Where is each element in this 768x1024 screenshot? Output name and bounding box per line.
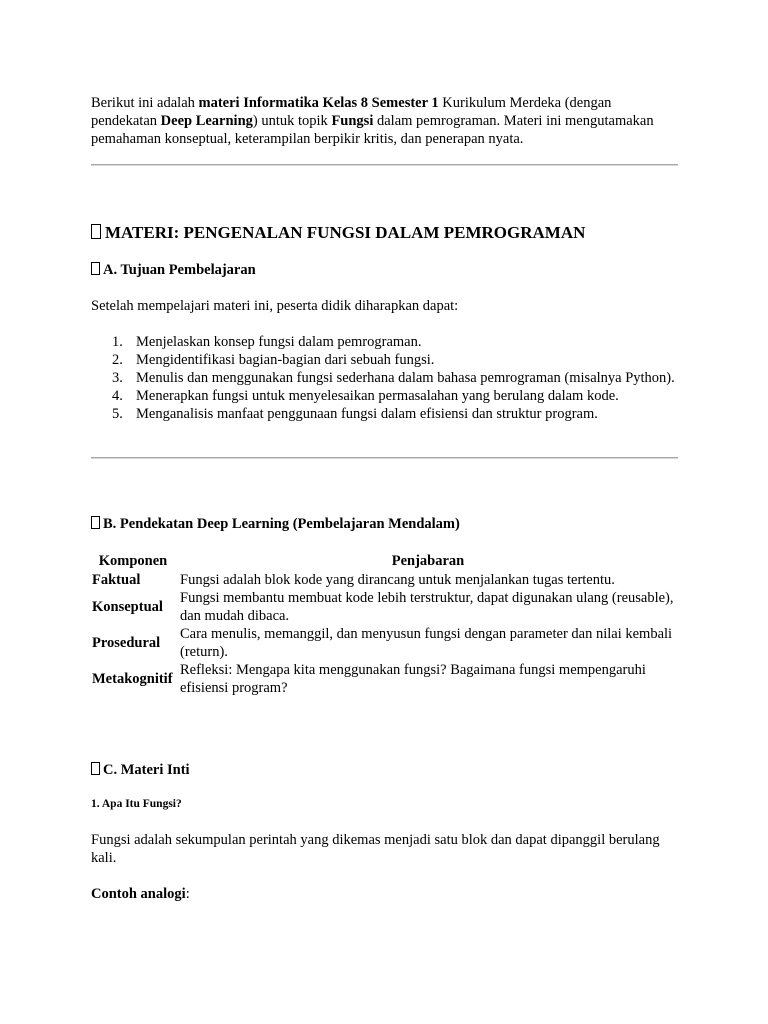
intro-bold-fungsi: Fungsi [331,113,374,129]
list-item-text: Menulis dan menggunakan fungsi sederhana dalam bahasa pemrograman (misalnya Python). [136,370,675,386]
section-b-heading-text: B. Pendekatan Deep Learning (Pembelajaran Mendalam) [103,516,460,532]
list-item-number: 3. [112,370,123,386]
section-a-heading-text: A. Tujuan Pembelajaran [103,262,256,278]
list-item-number: 1. [112,334,123,350]
main-heading [91,223,585,243]
list-item-number: 5. [112,406,123,422]
table-cell-penjabaran: Refleksi: Mengapa kita menggunakan fungsi? Bagaimana fungsi mempengaruhi efisiensi program? [180,662,646,696]
table-row [90,589,680,625]
table-row [90,661,680,697]
list-item [91,387,681,405]
intro-text: Kurikulum Merdeka (dengan pendekatan [91,95,612,129]
list-item-number: 4. [112,388,123,404]
section-c-heading-text: C. Materi Inti [103,762,190,778]
column-header-komponen: Komponen [98,553,168,569]
list-item-text: Menjelaskan konsep fungsi dalam pemrograman. [136,334,422,350]
main-heading-text: MATERI: PENGENALAN FUNGSI DALAM PEMROGRAMAN [105,223,586,242]
section-b-heading [91,515,460,533]
analogy-line [91,885,681,903]
table-cell-penjabaran: Fungsi membantu membuat kode lebih terstruktur, dapat digunakan ulang (reusable), dan mudah dibaca. [180,590,674,624]
table-cell-penjabaran: Cara menulis, memanggil, dan menyusun fungsi dengan parameter dan nilai kembali (return). [180,626,673,660]
list-item-number: 2. [112,352,123,368]
intro-text: Berikut ini adalah [91,95,199,111]
list-item [91,369,681,387]
intro-bold-deep-learning: Deep Learning [160,113,253,129]
deep-learning-table [90,551,680,697]
list-item [91,333,681,351]
analogy-label: Contoh analogi [91,886,186,902]
intro-text: ) untuk topik [252,113,332,129]
table-cell-penjabaran: Fungsi adalah blok kode yang dirancang untuk menjalankan tugas tertentu. [180,572,615,588]
list-item-text: Mengidentifikasi bagian-bagian dari sebuah fungsi. [136,352,435,368]
list-item [91,351,681,369]
table-cell-komponen: Metakognitif [92,671,173,687]
subheading-apa-itu-fungsi: 1. Apa Itu Fungsi? [91,798,182,810]
section-a-heading [91,261,256,279]
missing-emoji-icon [91,516,100,529]
analogy-colon: : [185,886,190,902]
missing-emoji-icon [91,262,100,275]
list-item-text: Menerapkan fungsi untuk menyelesaikan permasalahan yang berulang dalam kode. [136,388,619,404]
table-cell-komponen: Faktual [92,572,141,588]
intro-bold-materi: materi Informatika Kelas 8 Semester 1 [198,95,439,111]
horizontal-rule [91,457,678,459]
section-a-lead: Setelah mempelajari materi ini, peserta didik diharapkan dapat: [91,298,459,314]
table-cell-komponen: Konseptual [92,599,163,615]
intro-text: dalam pemrograman. Materi ini mengutamakan pemahaman konseptual, keterampilan berpikir kritis, dan penerapan nyata. [91,113,654,147]
section-c-heading [91,761,190,779]
fungsi-definition: Fungsi adalah sekumpulan perintah yang dikemas menjadi satu blok dan dapat dipanggil berulang kali. [91,832,660,866]
table-header-row [90,551,680,571]
intro-paragraph [91,94,681,148]
table-row [90,571,680,589]
table-row [90,625,680,661]
learning-goals-list [91,333,681,423]
table-cell-komponen: Prosedural [92,635,161,651]
column-header-penjabaran: Penjabaran [391,553,465,569]
list-item [91,405,681,423]
missing-emoji-icon [91,224,101,239]
list-item-text: Menganalisis manfaat penggunaan fungsi dalam efisiensi dan struktur program. [136,406,598,422]
missing-emoji-icon [91,762,100,775]
horizontal-rule [91,164,678,166]
